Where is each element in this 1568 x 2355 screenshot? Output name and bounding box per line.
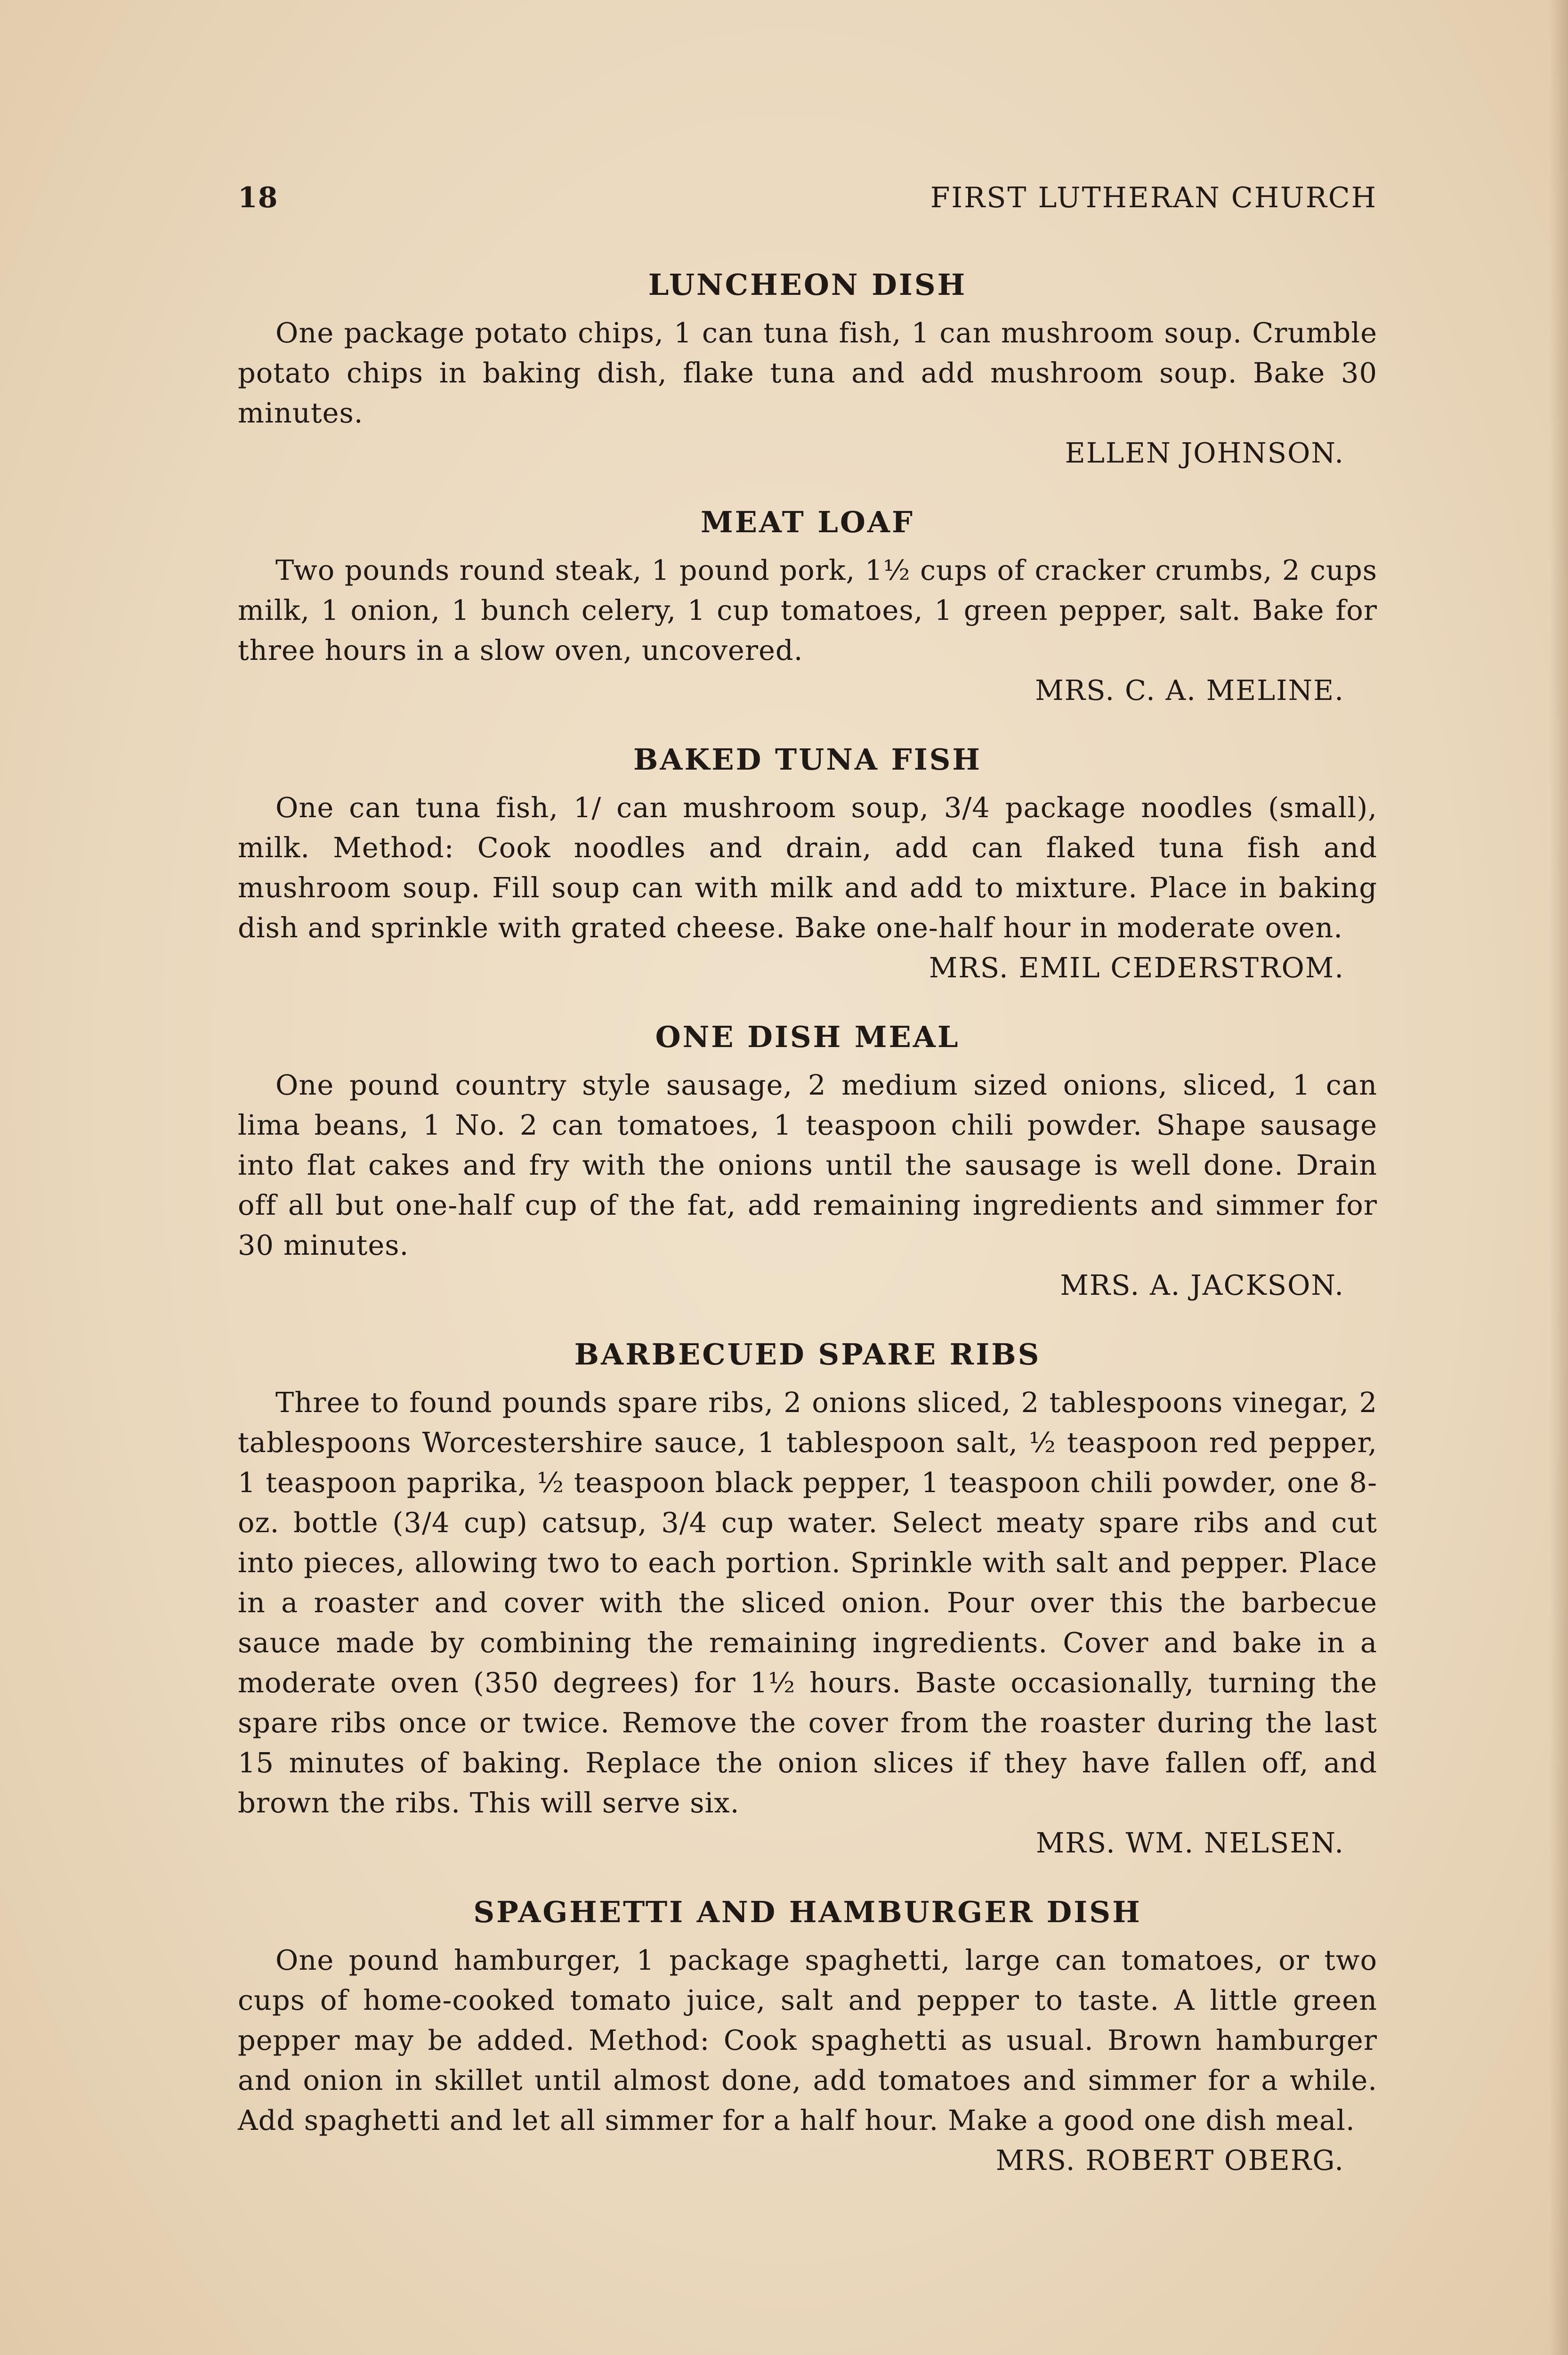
recipe-body: One pound country style sausage, 2 medium sized onions, sliced, 1 can lima beans, 1 No. 2 can tomatoes, 1 teaspoon chili powder. Shape sausage into flat cakes and fry with the onions until the sausage is well done. Drain off all but one-half cup of the fat, add remaining ingredients and simmer for 30 minutes. — [238, 1069, 1377, 1261]
recipe-baked-tuna-fish — [238, 739, 1377, 988]
recipe-meat-loaf — [238, 501, 1377, 710]
recipe-list — [238, 264, 1377, 2209]
recipe-spaghetti-hamburger-dish — [238, 1891, 1377, 2180]
recipe-author: ELLEN JOHNSON. — [1065, 437, 1344, 469]
recipe-body: One pound hamburger, 1 package spaghetti, large can tomatoes, or two cups of home-cooked tomato juice, salt and pepper to taste. A little green pepper may be added. Method: Cook spaghetti as usual. Brown hamburger and onion in skillet until almost done, add tomatoes and simmer for a while. Add spaghetti and let all simmer for a half hour. Make a good one dish meal. — [238, 1944, 1377, 2136]
page-header — [238, 181, 1377, 224]
running-title: FIRST LUTHERAN CHURCH — [930, 181, 1377, 214]
page-edge-shadow — [1549, 0, 1568, 2355]
recipe-author: MRS. WM. NELSEN. — [1035, 1827, 1344, 1859]
recipe-title: ONE DISH MEAL — [655, 1020, 960, 1054]
recipe-body: Three to found pounds spare ribs, 2 onions sliced, 2 tablespoons vinegar, 2 tablespoons Worcestershire sauce, 1 tablespoon salt, ½ teaspoon red pepper, 1 teaspoon paprika, ½ teaspoon black pepper, 1 teaspoon chili powder, one 8-oz. bottle (3/4 cup) catsup, 3/4 cup water. Select meaty spare ribs and cut into pieces, allowing two to each portion. Sprinkle with salt and pepper. Place in a roaster and cover with the sliced onion. Pour over this the barbecue sauce made by combining the remaining ingredients. Cover and bake in a moderate oven (350 degrees) for 1½ hours. Baste occasionally, turning the spare ribs once or twice. Remove the cover from the roaster during the last 15 minutes of baking. Replace the onion slices if they have fallen off, and brown the ribs. This will serve six. — [238, 1386, 1377, 1819]
recipe-title: SPAGHETTI AND HAMBURGER DISH — [473, 1895, 1142, 1929]
recipe-author: MRS. A. JACKSON. — [1060, 1269, 1344, 1301]
recipe-luncheon-dish — [238, 264, 1377, 473]
recipe-title: BAKED TUNA FISH — [633, 742, 982, 777]
recipe-body: One package potato chips, 1 can tuna fish, 1 can mushroom soup. Crumble potato chips in baking dish, flake tuna and add mushroom soup. Bake 30 minutes. — [238, 317, 1377, 429]
page-number: 18 — [238, 181, 278, 214]
recipe-author: MRS. EMIL CEDERSTROM. — [929, 951, 1344, 984]
recipe-author: MRS. ROBERT OBERG. — [995, 2144, 1344, 2176]
recipe-title: BARBECUED SPARE RIBS — [574, 1337, 1041, 1372]
recipe-body: One can tuna fish, 1/ can mushroom soup, 3/4 package noodles (small), milk. Method: Cook noodles and drain, add can flaked tuna fish and mushroom soup. Fill soup can with milk and add to mixture. Place in baking dish and sprinkle with grated cheese. Bake one-half hour in moderate oven. — [238, 791, 1377, 944]
recipe-title: LUNCHEON DISH — [648, 268, 967, 302]
recipe-barbecued-spare-ribs — [238, 1333, 1377, 1863]
recipe-title: MEAT LOAF — [700, 505, 915, 539]
recipe-one-dish-meal — [238, 1016, 1377, 1305]
recipe-author: MRS. C. A. MELINE. — [1035, 674, 1344, 706]
recipe-body: Two pounds round steak, 1 pound pork, 1½ cups of cracker crumbs, 2 cups milk, 1 onion, 1 bunch celery, 1 cup tomatoes, 1 green pepper, salt. Bake for three hours in a slow oven, uncovered. — [238, 554, 1377, 666]
